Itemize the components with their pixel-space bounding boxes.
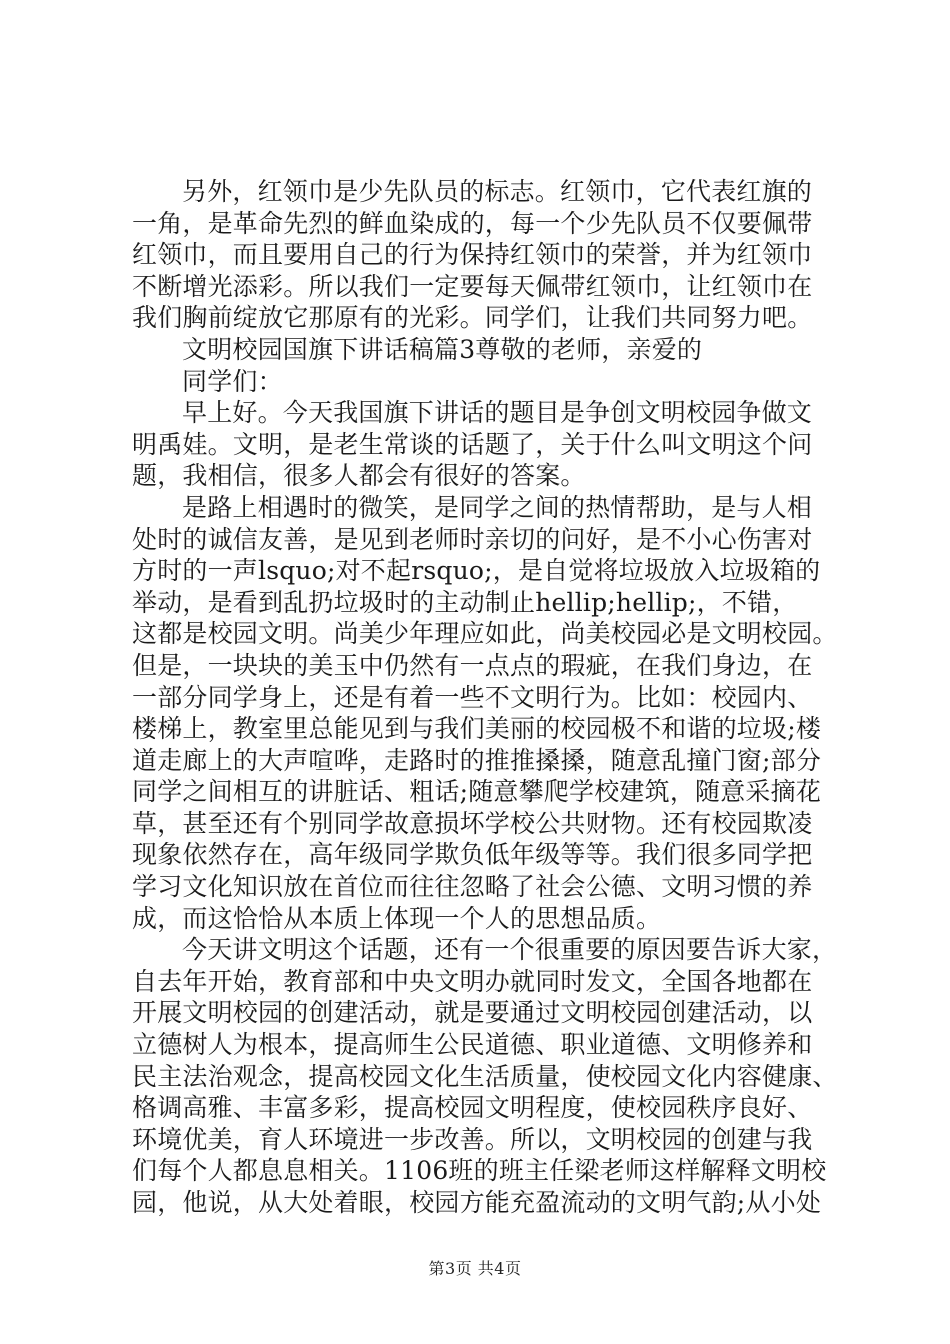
text-line: 我们胸前绽放它那原有的光彩。同学们，让我们共同努力吧。 bbox=[132, 303, 813, 333]
page-footer: 第3页 共4页 bbox=[428, 1259, 522, 1278]
text-line: 立德树人为根本，提高师生公民道德、职业道德、文明修养和 bbox=[132, 1030, 813, 1060]
text-line: 们每个人都息息相关。1106班的班主任梁老师这样解释文明校 bbox=[132, 1156, 827, 1186]
document-body bbox=[132, 176, 838, 1219]
text-line: 红领巾，而且要用自己的行为保持红领巾的荣誉，并为红领巾 bbox=[132, 240, 813, 270]
text-line: 道走廊上的大声喧哗，走路时的推推搡搡，随意乱撞门窗;部分 bbox=[132, 745, 822, 775]
text-line: 方时的一声lsquo;对不起rsquo;，是自觉将垃圾放入垃圾箱的 bbox=[132, 556, 821, 586]
text-line: 民主法治观念，提高校园文化生活质量，使校园文化内容健康、 bbox=[132, 1061, 838, 1091]
text-line: 但是，一块块的美玉中仍然有一点点的瑕疵，在我们身边，在 bbox=[132, 650, 813, 680]
text-line: 文明校园国旗下讲话稿篇3尊敬的老师，亲爱的 bbox=[182, 334, 703, 364]
text-line: 格调高雅、丰富多彩，提高校园文明程度，使校园秩序良好、 bbox=[132, 1093, 813, 1123]
text-line: 一部分同学身上，还是有着一些不文明行为。比如：校园内、 bbox=[132, 682, 813, 712]
text-line: 这都是校园文明。尚美少年理应如此，尚美校园必是文明校园。 bbox=[132, 619, 838, 649]
text-line: 现象依然存在，高年级同学欺负低年级等等。我们很多同学把 bbox=[132, 840, 813, 870]
text-line: 处时的诚信友善，是见到老师时亲切的问好，是不小心伤害对 bbox=[132, 524, 813, 554]
text-line: 同学们： bbox=[182, 366, 283, 396]
text-line: 楼梯上，教室里总能见到与我们美丽的校园极不和谐的垃圾;楼 bbox=[132, 714, 822, 744]
text-line: 一角，是革命先烈的鲜血染成的，每一个少先队员不仅要佩带 bbox=[132, 208, 813, 238]
text-line: 题，我相信，很多人都会有很好的答案。 bbox=[132, 461, 586, 491]
text-line: 举动，是看到乱扔垃圾时的主动制止hellip;hellip;，不错， bbox=[132, 587, 798, 617]
text-line: 环境优美，育人环境进一步改善。所以，文明校园的创建与我 bbox=[132, 1124, 813, 1154]
text-line: 另外，红领巾是少先队员的标志。红领巾，它代表红旗的 bbox=[182, 177, 813, 206]
text-line: 明禹娃。文明，是老生常谈的话题了，关于什么叫文明这个问 bbox=[132, 429, 813, 459]
text-line: 同学之间相互的讲脏话、粗话;随意攀爬学校建筑，随意采摘花 bbox=[132, 777, 822, 807]
text-line: 草，甚至还有个别同学故意损坏学校公共财物。还有校园欺凌 bbox=[132, 808, 813, 838]
text-line: 不断增光添彩。所以我们一定要每天佩带红领巾，让红领巾在 bbox=[132, 271, 813, 301]
text-line: 成，而这恰恰从本质上体现一个人的思想品质。 bbox=[132, 903, 662, 933]
text-line: 是路上相遇时的微笑，是同学之间的热情帮助，是与人相 bbox=[182, 492, 813, 522]
text-line: 学习文化知识放在首位而往往忽略了社会公德、文明习惯的养 bbox=[132, 872, 813, 902]
text-line: 早上好。今天我国旗下讲话的题目是争创文明校园争做文 bbox=[182, 398, 813, 428]
text-line: 园，他说，从大处着眼，校园方能充盈流动的文明气韵;从小处 bbox=[132, 1188, 822, 1217]
text-line: 开展文明校园的创建活动，就是要通过文明校园创建活动，以 bbox=[132, 998, 813, 1028]
text-line: 自去年开始，教育部和中央文明办就同时发文，全国各地都在 bbox=[132, 966, 813, 996]
text-line: 今天讲文明这个话题，还有一个很重要的原因要告诉大家， bbox=[182, 935, 838, 965]
